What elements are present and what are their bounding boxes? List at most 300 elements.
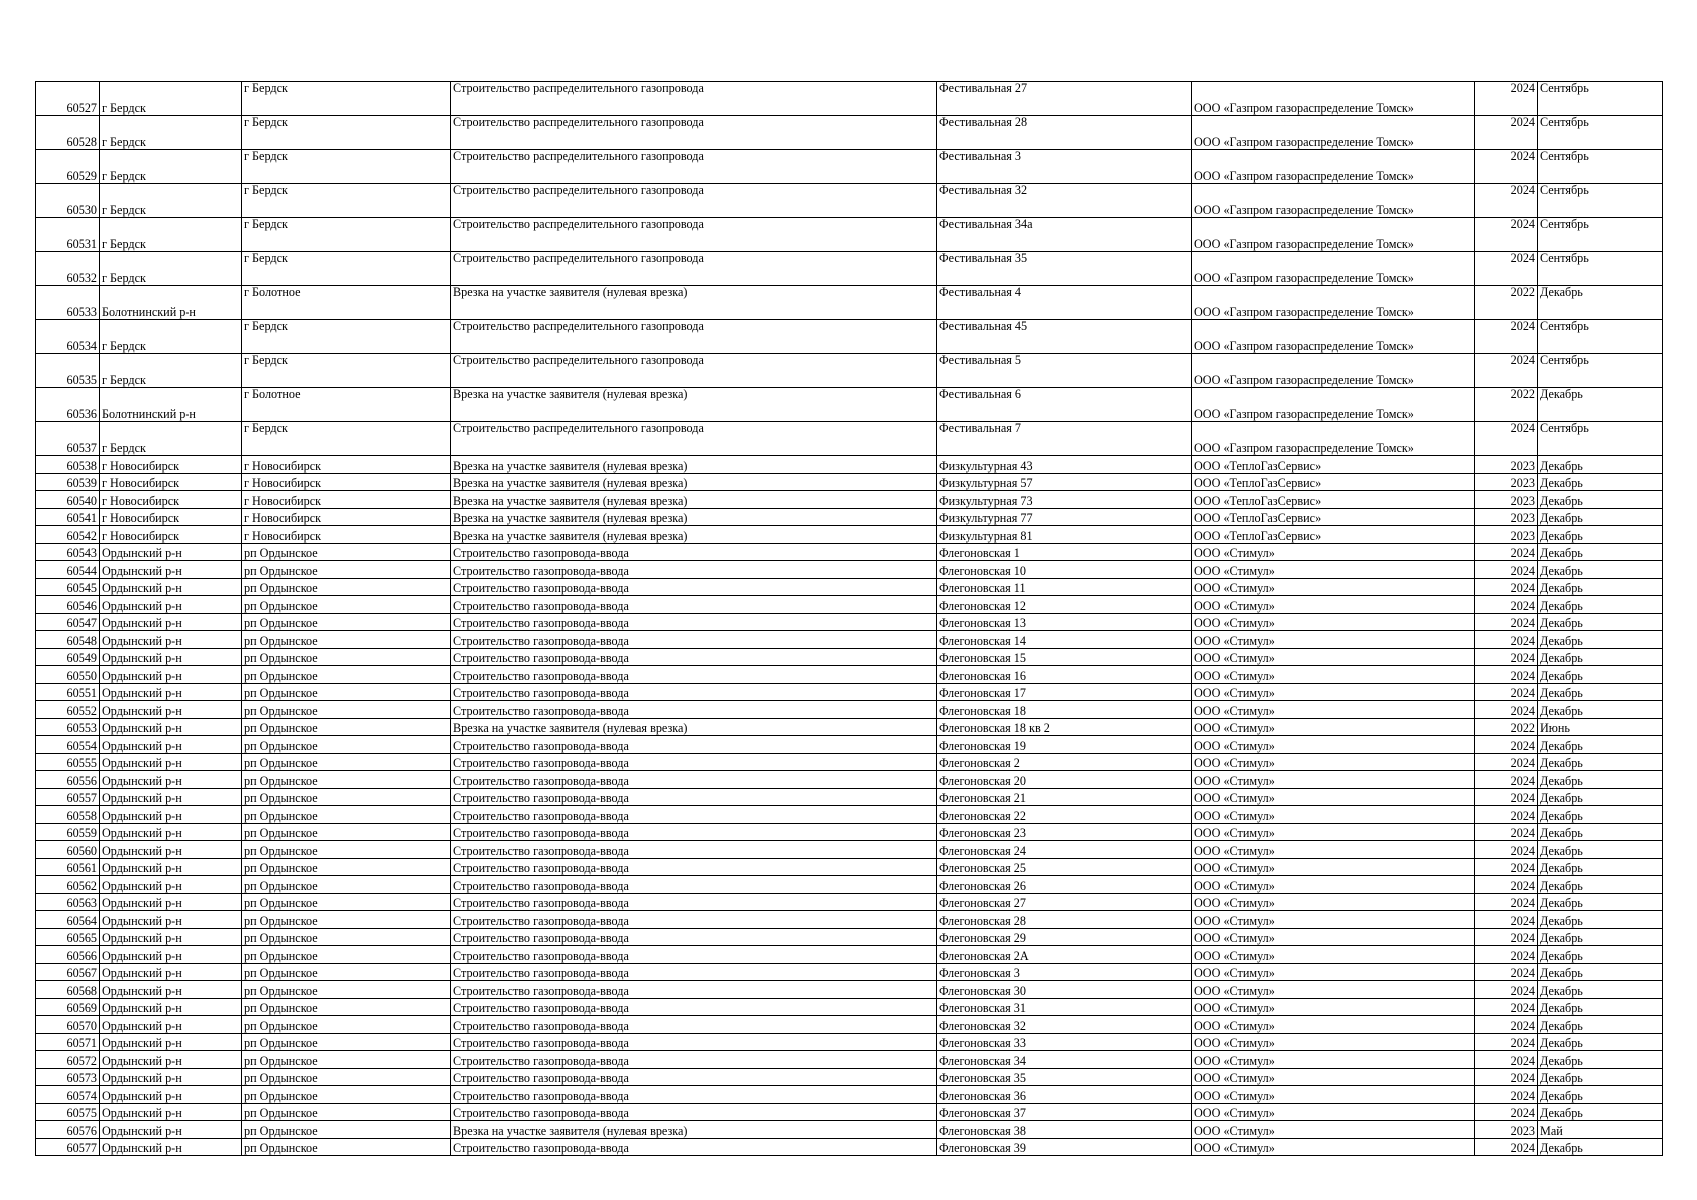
table-row: [36, 946, 1663, 964]
year-cell: 2024: [1475, 543, 1538, 561]
district-cell: Болотнинский р-н: [100, 388, 242, 422]
locality-cell: рп Ордынское: [242, 596, 451, 614]
table-row: [36, 631, 1663, 649]
district-cell: г Новосибирск: [100, 491, 242, 509]
locality-cell: г Бердск: [242, 354, 451, 388]
record-id-cell: 60568: [36, 981, 100, 999]
record-id-cell: 60577: [36, 1138, 100, 1156]
district-cell: г Бердск: [100, 116, 242, 150]
record-id-cell: 60545: [36, 578, 100, 596]
table-row: [36, 388, 1663, 422]
address-cell: Физкультурная 57: [937, 473, 1192, 491]
month-cell: Декабрь: [1538, 666, 1663, 684]
month-cell: Декабрь: [1538, 596, 1663, 614]
work-type-cell: Строительство газопровода-ввода: [451, 788, 937, 806]
record-id-cell: 60554: [36, 736, 100, 754]
address-cell: Флегоновская 27: [937, 893, 1192, 911]
month-cell: Декабрь: [1538, 578, 1663, 596]
month-cell: Декабрь: [1538, 648, 1663, 666]
address-cell: Физкультурная 77: [937, 508, 1192, 526]
table-row: [36, 963, 1663, 981]
locality-cell: г Бердск: [242, 150, 451, 184]
district-cell: Ордынский р-н: [100, 911, 242, 929]
work-type-cell: Строительство газопровода-ввода: [451, 543, 937, 561]
table-row: [36, 1103, 1663, 1121]
record-id-cell: 60563: [36, 893, 100, 911]
locality-cell: рп Ордынское: [242, 1138, 451, 1156]
address-cell: Флегоновская 39: [937, 1138, 1192, 1156]
district-cell: Ордынский р-н: [100, 1138, 242, 1156]
record-id-cell: 60571: [36, 1033, 100, 1051]
locality-cell: рп Ордынское: [242, 788, 451, 806]
year-cell: 2024: [1475, 613, 1538, 631]
month-cell: Декабрь: [1538, 683, 1663, 701]
work-type-cell: Строительство газопровода-ввода: [451, 1016, 937, 1034]
record-id-cell: 60556: [36, 771, 100, 789]
year-cell: 2024: [1475, 648, 1538, 666]
record-id-cell: 60552: [36, 701, 100, 719]
month-cell: Декабрь: [1538, 911, 1663, 929]
table-row: [36, 753, 1663, 771]
address-cell: Флегоновская 34: [937, 1051, 1192, 1069]
record-id-cell: 60569: [36, 998, 100, 1016]
address-cell: Флегоновская 17: [937, 683, 1192, 701]
month-cell: Декабрь: [1538, 613, 1663, 631]
month-cell: Декабрь: [1538, 508, 1663, 526]
contractor-cell: ООО «ТеплоГазСервис»: [1192, 456, 1475, 474]
work-type-cell: Строительство газопровода-ввода: [451, 1103, 937, 1121]
contractor-cell: ООО «ТеплоГазСервис»: [1192, 526, 1475, 544]
contractor-cell: ООО «Стимул»: [1192, 1051, 1475, 1069]
year-cell: 2024: [1475, 823, 1538, 841]
district-cell: Ордынский р-н: [100, 963, 242, 981]
year-cell: 2022: [1475, 718, 1538, 736]
contractor-cell: ООО «Газпром газораспределение Томск»: [1192, 252, 1475, 286]
table-row: [36, 1121, 1663, 1139]
work-type-cell: Строительство газопровода-ввода: [451, 946, 937, 964]
work-type-cell: Строительство газопровода-ввода: [451, 1086, 937, 1104]
address-cell: Фестивальная 5: [937, 354, 1192, 388]
table-row: [36, 823, 1663, 841]
work-type-cell: Строительство газопровода-ввода: [451, 666, 937, 684]
table-row: [36, 841, 1663, 859]
district-cell: Ордынский р-н: [100, 578, 242, 596]
year-cell: 2024: [1475, 911, 1538, 929]
district-cell: Ордынский р-н: [100, 823, 242, 841]
contractor-cell: ООО «Стимул»: [1192, 771, 1475, 789]
contractor-cell: ООО «Газпром газораспределение Томск»: [1192, 184, 1475, 218]
district-cell: Ордынский р-н: [100, 928, 242, 946]
work-type-cell: Строительство газопровода-ввода: [451, 876, 937, 894]
locality-cell: рп Ордынское: [242, 911, 451, 929]
locality-cell: г Бердск: [242, 218, 451, 252]
locality-cell: рп Ордынское: [242, 561, 451, 579]
locality-cell: рп Ордынское: [242, 928, 451, 946]
contractor-cell: ООО «Стимул»: [1192, 823, 1475, 841]
district-cell: Ордынский р-н: [100, 701, 242, 719]
locality-cell: рп Ордынское: [242, 1016, 451, 1034]
table-row: [36, 1051, 1663, 1069]
month-cell: Декабрь: [1538, 286, 1663, 320]
year-cell: 2024: [1475, 876, 1538, 894]
contractor-cell: ООО «Газпром газораспределение Томск»: [1192, 116, 1475, 150]
district-cell: Ордынский р-н: [100, 771, 242, 789]
district-cell: Ордынский р-н: [100, 683, 242, 701]
district-cell: г Бердск: [100, 184, 242, 218]
address-cell: Флегоновская 20: [937, 771, 1192, 789]
contractor-cell: ООО «Стимул»: [1192, 561, 1475, 579]
table-row: [36, 218, 1663, 252]
record-id-cell: 60528: [36, 116, 100, 150]
record-id-cell: 60538: [36, 456, 100, 474]
year-cell: 2023: [1475, 491, 1538, 509]
month-cell: Декабрь: [1538, 858, 1663, 876]
contractor-cell: ООО «Стимул»: [1192, 1121, 1475, 1139]
contractor-cell: ООО «Стимул»: [1192, 963, 1475, 981]
work-type-cell: Строительство газопровода-ввода: [451, 631, 937, 649]
locality-cell: рп Ордынское: [242, 981, 451, 999]
table-row: [36, 184, 1663, 218]
contractor-cell: ООО «Газпром газораспределение Томск»: [1192, 354, 1475, 388]
district-cell: Ордынский р-н: [100, 631, 242, 649]
address-cell: Флегоновская 14: [937, 631, 1192, 649]
address-cell: Флегоновская 18 кв 2: [937, 718, 1192, 736]
address-cell: Флегоновская 16: [937, 666, 1192, 684]
record-id-cell: 60537: [36, 422, 100, 456]
record-id-cell: 60553: [36, 718, 100, 736]
contractor-cell: ООО «Стимул»: [1192, 543, 1475, 561]
locality-cell: рп Ордынское: [242, 1121, 451, 1139]
month-cell: Сентябрь: [1538, 82, 1663, 116]
work-type-cell: Строительство газопровода-ввода: [451, 893, 937, 911]
contractor-cell: ООО «Стимул»: [1192, 1033, 1475, 1051]
address-cell: Фестивальная 4: [937, 286, 1192, 320]
locality-cell: г Бердск: [242, 184, 451, 218]
district-cell: г Бердск: [100, 354, 242, 388]
locality-cell: рп Ордынское: [242, 1068, 451, 1086]
month-cell: Декабрь: [1538, 701, 1663, 719]
table-row: [36, 876, 1663, 894]
year-cell: 2024: [1475, 218, 1538, 252]
table-row: [36, 648, 1663, 666]
locality-cell: рп Ордынское: [242, 648, 451, 666]
record-id-cell: 60558: [36, 806, 100, 824]
address-cell: Физкультурная 73: [937, 491, 1192, 509]
district-cell: г Бердск: [100, 320, 242, 354]
year-cell: 2024: [1475, 578, 1538, 596]
contractor-cell: ООО «Стимул»: [1192, 1138, 1475, 1156]
year-cell: 2024: [1475, 1138, 1538, 1156]
month-cell: Сентябрь: [1538, 422, 1663, 456]
year-cell: 2022: [1475, 286, 1538, 320]
contractor-cell: ООО «Газпром газораспределение Томск»: [1192, 320, 1475, 354]
district-cell: Ордынский р-н: [100, 858, 242, 876]
year-cell: 2024: [1475, 320, 1538, 354]
contractor-cell: ООО «ТеплоГазСервис»: [1192, 491, 1475, 509]
year-cell: 2024: [1475, 806, 1538, 824]
year-cell: 2024: [1475, 561, 1538, 579]
work-type-cell: Строительство распределительного газопровода: [451, 150, 937, 184]
address-cell: Флегоновская 30: [937, 981, 1192, 999]
work-type-cell: Строительство газопровода-ввода: [451, 823, 937, 841]
work-type-cell: Строительство газопровода-ввода: [451, 701, 937, 719]
address-cell: Флегоновская 33: [937, 1033, 1192, 1051]
district-cell: Ордынский р-н: [100, 561, 242, 579]
locality-cell: рп Ордынское: [242, 771, 451, 789]
record-id-cell: 60575: [36, 1103, 100, 1121]
contractor-cell: ООО «Газпром газораспределение Томск»: [1192, 82, 1475, 116]
month-cell: Декабрь: [1538, 841, 1663, 859]
address-cell: Флегоновская 36: [937, 1086, 1192, 1104]
locality-cell: рп Ордынское: [242, 1033, 451, 1051]
table-row: [36, 1086, 1663, 1104]
year-cell: 2024: [1475, 1103, 1538, 1121]
locality-cell: рп Ордынское: [242, 1103, 451, 1121]
district-cell: г Бердск: [100, 218, 242, 252]
district-cell: Ордынский р-н: [100, 648, 242, 666]
year-cell: 2024: [1475, 753, 1538, 771]
district-cell: Ордынский р-н: [100, 736, 242, 754]
contractor-cell: ООО «Стимул»: [1192, 666, 1475, 684]
year-cell: 2024: [1475, 1033, 1538, 1051]
contractor-cell: ООО «Газпром газораспределение Томск»: [1192, 286, 1475, 320]
year-cell: 2024: [1475, 963, 1538, 981]
work-type-cell: Строительство распределительного газопровода: [451, 354, 937, 388]
contractor-cell: ООО «Газпром газораспределение Томск»: [1192, 388, 1475, 422]
work-type-cell: Врезка на участке заявителя (нулевая врезка): [451, 388, 937, 422]
table-row: [36, 526, 1663, 544]
address-cell: Флегоновская 21: [937, 788, 1192, 806]
record-id-cell: 60565: [36, 928, 100, 946]
month-cell: Сентябрь: [1538, 150, 1663, 184]
year-cell: 2023: [1475, 1121, 1538, 1139]
locality-cell: рп Ордынское: [242, 893, 451, 911]
work-type-cell: Врезка на участке заявителя (нулевая врезка): [451, 491, 937, 509]
work-type-cell: Строительство газопровода-ввода: [451, 1051, 937, 1069]
district-cell: Ордынский р-н: [100, 718, 242, 736]
record-id-cell: 60562: [36, 876, 100, 894]
district-cell: Ордынский р-н: [100, 1016, 242, 1034]
contractor-cell: ООО «Стимул»: [1192, 736, 1475, 754]
contractor-cell: ООО «Газпром газораспределение Томск»: [1192, 218, 1475, 252]
district-cell: Ордынский р-н: [100, 876, 242, 894]
year-cell: 2024: [1475, 1068, 1538, 1086]
month-cell: Сентябрь: [1538, 252, 1663, 286]
district-cell: г Новосибирск: [100, 508, 242, 526]
address-cell: Фестивальная 34а: [937, 218, 1192, 252]
month-cell: Декабрь: [1538, 1138, 1663, 1156]
district-cell: г Бердск: [100, 252, 242, 286]
table-row: [36, 788, 1663, 806]
table-row: [36, 1016, 1663, 1034]
locality-cell: г Бердск: [242, 252, 451, 286]
record-id-cell: 60549: [36, 648, 100, 666]
month-cell: Декабрь: [1538, 543, 1663, 561]
address-cell: Физкультурная 81: [937, 526, 1192, 544]
table-row: [36, 456, 1663, 474]
month-cell: Декабрь: [1538, 526, 1663, 544]
year-cell: 2024: [1475, 184, 1538, 218]
district-cell: Ордынский р-н: [100, 613, 242, 631]
year-cell: 2024: [1475, 150, 1538, 184]
district-cell: Ордынский р-н: [100, 893, 242, 911]
month-cell: Декабрь: [1538, 893, 1663, 911]
address-cell: Флегоновская 38: [937, 1121, 1192, 1139]
work-type-cell: Строительство газопровода-ввода: [451, 736, 937, 754]
locality-cell: г Новосибирск: [242, 491, 451, 509]
record-id-cell: 60536: [36, 388, 100, 422]
work-type-cell: Строительство газопровода-ввода: [451, 1068, 937, 1086]
locality-cell: рп Ордынское: [242, 718, 451, 736]
record-id-cell: 60561: [36, 858, 100, 876]
district-cell: г Новосибирск: [100, 526, 242, 544]
work-type-cell: Строительство газопровода-ввода: [451, 1033, 937, 1051]
month-cell: Май: [1538, 1121, 1663, 1139]
contractor-cell: ООО «Стимул»: [1192, 858, 1475, 876]
locality-cell: рп Ордынское: [242, 683, 451, 701]
district-cell: Ордынский р-н: [100, 543, 242, 561]
year-cell: 2024: [1475, 252, 1538, 286]
address-cell: Фестивальная 35: [937, 252, 1192, 286]
work-type-cell: Строительство газопровода-ввода: [451, 911, 937, 929]
locality-cell: рп Ордынское: [242, 753, 451, 771]
year-cell: 2023: [1475, 526, 1538, 544]
year-cell: 2024: [1475, 928, 1538, 946]
locality-cell: г Бердск: [242, 82, 451, 116]
table-row: [36, 806, 1663, 824]
address-cell: Фестивальная 3: [937, 150, 1192, 184]
year-cell: 2024: [1475, 736, 1538, 754]
record-id-cell: 60543: [36, 543, 100, 561]
contractor-cell: ООО «Газпром газораспределение Томск»: [1192, 422, 1475, 456]
work-type-cell: Врезка на участке заявителя (нулевая врезка): [451, 526, 937, 544]
work-type-cell: Строительство газопровода-ввода: [451, 683, 937, 701]
district-cell: Ордынский р-н: [100, 806, 242, 824]
year-cell: 2023: [1475, 456, 1538, 474]
month-cell: Сентябрь: [1538, 184, 1663, 218]
work-type-cell: Строительство газопровода-ввода: [451, 1138, 937, 1156]
table-row: [36, 981, 1663, 999]
record-id-cell: 60544: [36, 561, 100, 579]
record-id-cell: 60572: [36, 1051, 100, 1069]
work-type-cell: Врезка на участке заявителя (нулевая врезка): [451, 286, 937, 320]
table-row: [36, 150, 1663, 184]
record-id-cell: 60576: [36, 1121, 100, 1139]
district-cell: Ордынский р-н: [100, 841, 242, 859]
locality-cell: г Бердск: [242, 422, 451, 456]
work-type-cell: Строительство распределительного газопровода: [451, 422, 937, 456]
year-cell: 2023: [1475, 473, 1538, 491]
month-cell: Декабрь: [1538, 631, 1663, 649]
year-cell: 2022: [1475, 388, 1538, 422]
locality-cell: рп Ордынское: [242, 1086, 451, 1104]
address-cell: Флегоновская 22: [937, 806, 1192, 824]
contractor-cell: ООО «Стимул»: [1192, 841, 1475, 859]
work-type-cell: Строительство газопровода-ввода: [451, 858, 937, 876]
contractor-cell: ООО «Стимул»: [1192, 893, 1475, 911]
locality-cell: рп Ордынское: [242, 858, 451, 876]
work-type-cell: Строительство распределительного газопровода: [451, 116, 937, 150]
table-row: [36, 82, 1663, 116]
year-cell: 2024: [1475, 858, 1538, 876]
contractor-cell: ООО «Стимул»: [1192, 648, 1475, 666]
address-cell: Флегоновская 3: [937, 963, 1192, 981]
month-cell: Сентябрь: [1538, 354, 1663, 388]
record-id-cell: 60532: [36, 252, 100, 286]
address-cell: Флегоновская 2: [937, 753, 1192, 771]
locality-cell: г Новосибирск: [242, 473, 451, 491]
table-row: [36, 578, 1663, 596]
address-cell: Флегоновская 26: [937, 876, 1192, 894]
work-type-cell: Строительство газопровода-ввода: [451, 753, 937, 771]
month-cell: Декабрь: [1538, 788, 1663, 806]
table-row: [36, 613, 1663, 631]
table-row: [36, 736, 1663, 754]
month-cell: Декабрь: [1538, 1051, 1663, 1069]
record-id-cell: 60557: [36, 788, 100, 806]
contractor-cell: ООО «Стимул»: [1192, 1103, 1475, 1121]
work-type-cell: Строительство газопровода-ввода: [451, 806, 937, 824]
month-cell: Сентябрь: [1538, 320, 1663, 354]
contractor-cell: ООО «Стимул»: [1192, 631, 1475, 649]
record-id-cell: 60547: [36, 613, 100, 631]
locality-cell: рп Ордынское: [242, 823, 451, 841]
year-cell: 2024: [1475, 82, 1538, 116]
table-row: [36, 893, 1663, 911]
address-cell: Флегоновская 28: [937, 911, 1192, 929]
work-type-cell: Строительство распределительного газопровода: [451, 320, 937, 354]
contractor-cell: ООО «Стимул»: [1192, 683, 1475, 701]
district-cell: Болотнинский р-н: [100, 286, 242, 320]
month-cell: Декабрь: [1538, 1086, 1663, 1104]
district-cell: Ордынский р-н: [100, 788, 242, 806]
contractor-cell: ООО «Стимул»: [1192, 578, 1475, 596]
table-row: [36, 771, 1663, 789]
address-cell: Флегоновская 24: [937, 841, 1192, 859]
record-id-cell: 60529: [36, 150, 100, 184]
record-id-cell: 60535: [36, 354, 100, 388]
month-cell: Декабрь: [1538, 963, 1663, 981]
district-cell: Ордынский р-н: [100, 596, 242, 614]
district-cell: г Бердск: [100, 82, 242, 116]
work-type-cell: Строительство газопровода-ввода: [451, 981, 937, 999]
locality-cell: г Бердск: [242, 116, 451, 150]
table-row: [36, 998, 1663, 1016]
work-type-cell: Строительство газопровода-ввода: [451, 771, 937, 789]
district-cell: Ордынский р-н: [100, 981, 242, 999]
table-row: [36, 354, 1663, 388]
record-id-cell: 60574: [36, 1086, 100, 1104]
address-cell: Флегоновская 31: [937, 998, 1192, 1016]
district-cell: Ордынский р-н: [100, 666, 242, 684]
locality-cell: рп Ордынское: [242, 998, 451, 1016]
record-id-cell: 60564: [36, 911, 100, 929]
address-cell: Флегоновская 29: [937, 928, 1192, 946]
register-table: [35, 81, 1663, 1156]
address-cell: Флегоновская 35: [937, 1068, 1192, 1086]
address-cell: Флегоновская 37: [937, 1103, 1192, 1121]
month-cell: Декабрь: [1538, 456, 1663, 474]
contractor-cell: ООО «Стимул»: [1192, 1068, 1475, 1086]
table-row: [36, 596, 1663, 614]
district-cell: Ордынский р-н: [100, 1033, 242, 1051]
contractor-cell: ООО «Стимул»: [1192, 1086, 1475, 1104]
table-row: [36, 561, 1663, 579]
month-cell: Декабрь: [1538, 928, 1663, 946]
address-cell: Флегоновская 18: [937, 701, 1192, 719]
locality-cell: рп Ордынское: [242, 631, 451, 649]
work-type-cell: Строительство газопровода-ввода: [451, 613, 937, 631]
